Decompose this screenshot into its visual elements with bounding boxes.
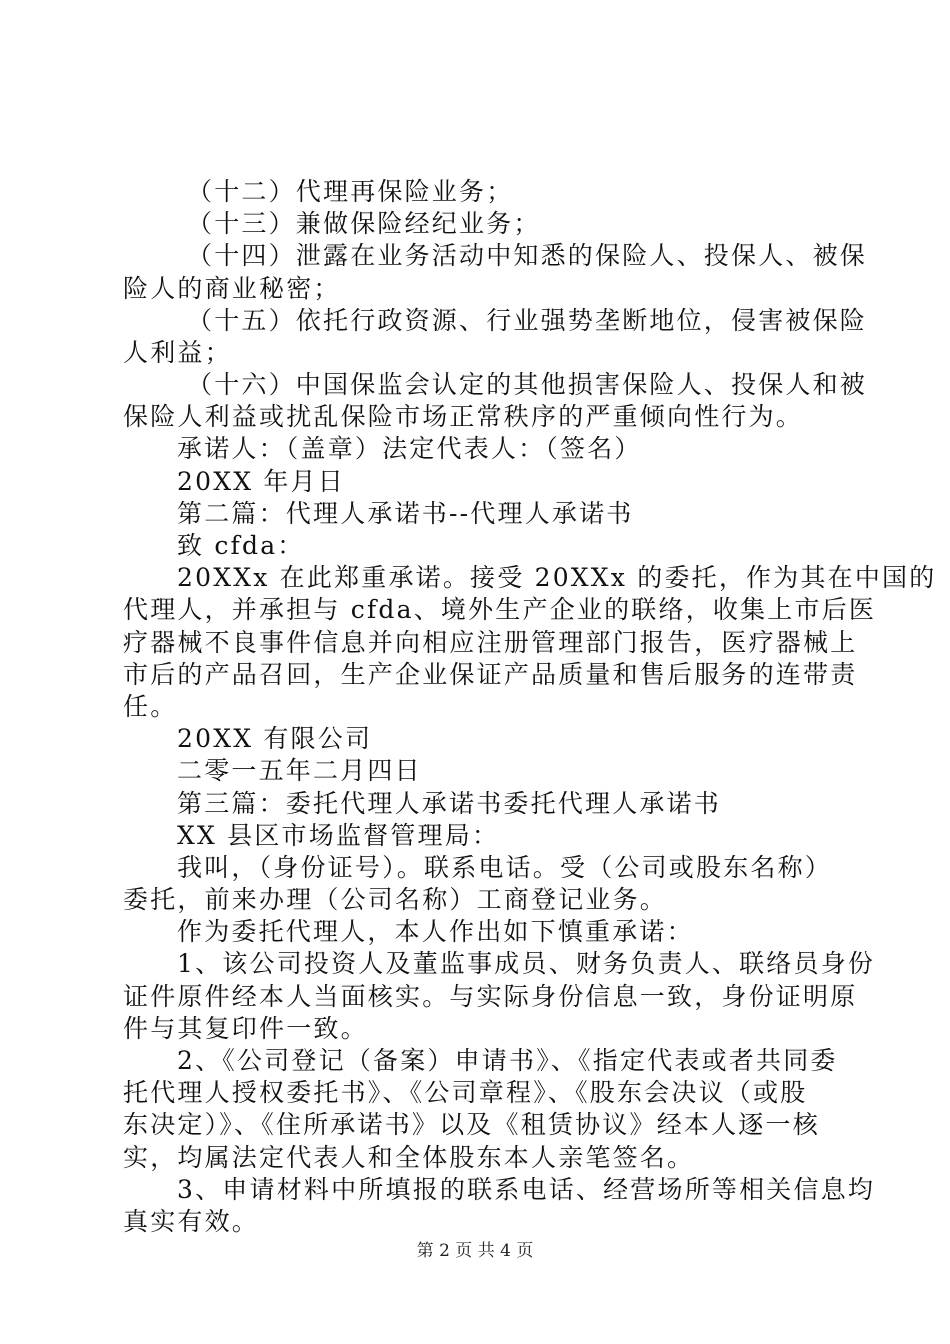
text-line: 险人的商业秘密；: [123, 274, 341, 303]
text-line: 保险人利益或扰乱保险市场正常秩序的严重倾向性行为。: [123, 402, 804, 431]
text-line: （十二）代理再保险业务；: [187, 177, 514, 206]
text-line: 任。: [123, 692, 178, 721]
text-line: 2、《公司登记（备案）申请书》、《指定代表或者共同委: [177, 1046, 838, 1075]
heading-part-three: 第三篇：委托代理人承诺书委托代理人承诺书: [177, 789, 722, 818]
text-line: 实，均属法定代表人和全体股东本人亲笔签名。: [123, 1143, 695, 1172]
text-line: 1、该公司投资人及董监事成员、财务负责人、联络员身份: [177, 949, 876, 978]
text-line: 东决定）》、《住所承诺书》以及《租赁协议》经本人逐一核: [123, 1110, 820, 1139]
text-line: 委托，前来办理（公司名称）工商登记业务。: [123, 885, 668, 914]
text-line: 作为委托代理人，本人作出如下慎重承诺：: [177, 917, 694, 946]
text-line: 市后的产品召回，生产企业保证产品质量和售后服务的连带责: [123, 660, 858, 689]
text-line: （十四）泄露在业务活动中知悉的保险人、投保人、被保: [187, 241, 868, 270]
text-line: （十五）依托行政资源、行业强势垄断地位，侵害被保险: [187, 306, 868, 335]
text-line: 托代理人授权委托书》、《公司章程》、《股东会决议（或股: [123, 1078, 808, 1107]
text-line: 真实有效。: [123, 1207, 260, 1236]
text-line: 二零一五年二月四日: [177, 756, 422, 785]
text-line: （十六）中国保监会认定的其他损害保险人、投保人和被: [187, 370, 868, 399]
text-line: 件与其复印件一致。: [123, 1014, 368, 1043]
text-line: 3、申请材料中所填报的联系电话、经营场所等相关信息均: [177, 1175, 876, 1204]
heading-part-two: 第二篇：代理人承诺书--代理人承诺书: [177, 499, 634, 528]
page-number-footer: 第 2 页 共 4 页: [416, 1241, 534, 1261]
text-line: 人利益；: [123, 338, 232, 367]
text-line: 证件原件经本人当面核实。与实际身份信息一致，身份证明原: [123, 982, 858, 1011]
text-line: 承诺人：（盖章）法定代表人：（签名）: [177, 434, 642, 463]
text-line: XX 县区市场监督管理局：: [177, 821, 500, 850]
text-line: （十三）兼做保险经纪业务；: [187, 209, 541, 238]
text-line: 疗器械不良事件信息并向相应注册管理部门报告，医疗器械上: [123, 628, 858, 657]
text-line: 20XX 有限公司: [177, 724, 373, 753]
text-line: 致 cfda：: [177, 531, 305, 560]
text-line: 20XXx 在此郑重承诺。接受 20XXx 的委托，作为其在中国的: [177, 563, 937, 592]
text-line: 代理人，并承担与 cfda、境外生产企业的联络，收集上市后医: [123, 595, 877, 624]
text-line: 我叫，（身份证号）。联系电话。受（公司或股东名称）: [177, 853, 833, 882]
text-line: 20XX 年月日: [177, 467, 345, 496]
